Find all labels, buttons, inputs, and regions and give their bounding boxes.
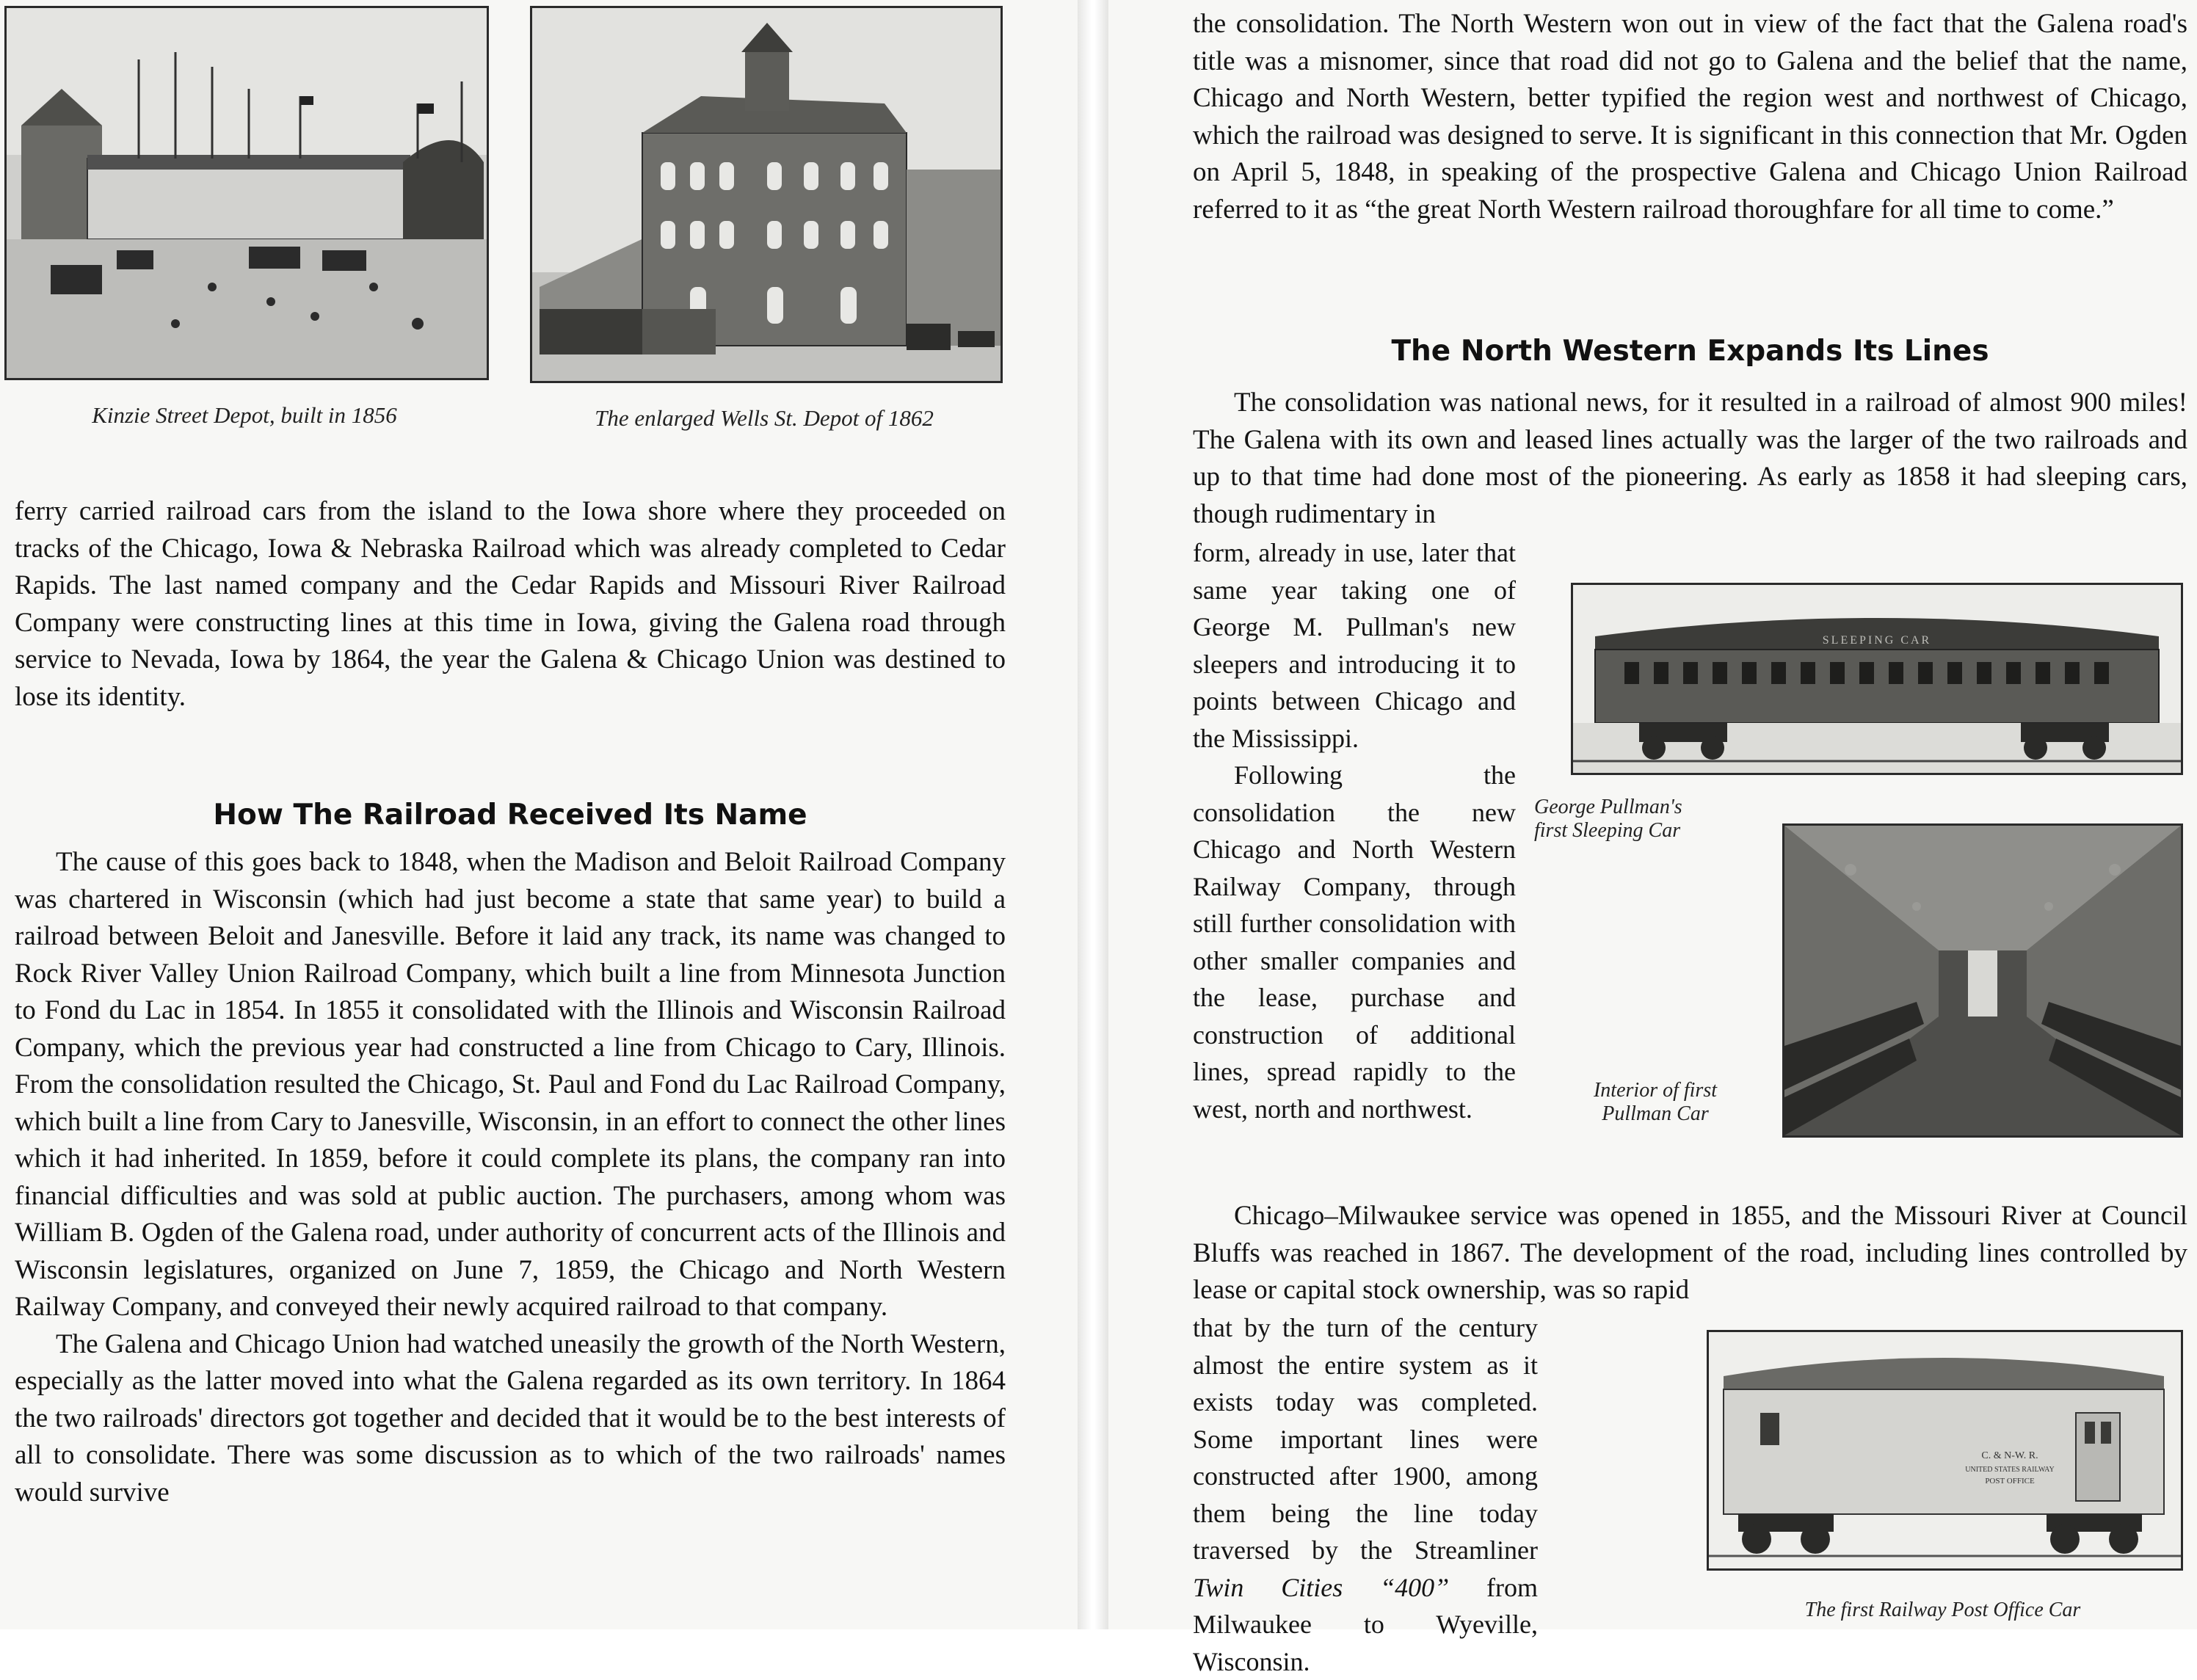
right-paragraph-3-lead — [1193, 1198, 2187, 1309]
left-opening-text: ferry carried railroad cars from the island to the Iowa shore where they proceeded on tracks of the Chicago, Iowa & Nebraska Railroad which was already completed to Cedar Rapids. The last named company and the Cedar Rapids and Missouri River Railroad Company were constructing lines at this time in Iowa, giving the Galena road through service to Nevada, Iowa by 1864, the year the Galena & Chicago Union was destined to lose its identity. — [15, 496, 1006, 712]
post-car-lettering-3: POST OFFICE — [1985, 1477, 2035, 1486]
right-paragraph-3-lead-text: Chicago–Milwaukee service was opened in 1855, and the Missouri River at Council Bluffs was reached in 1867. The development of the road, including lines controlled by lease or capital stock ownership, was so rapid — [1193, 1201, 2187, 1305]
book-gutter — [1078, 0, 1108, 1629]
post-car-lettering-2: UNITED STATES RAILWAY — [1965, 1466, 2055, 1474]
right-paragraph-3-after: from Milwaukee to Wyeville, Wisconsin. — [1193, 1572, 1538, 1676]
sleeping-car-caption: George Pullman's first Sleeping Car — [1534, 796, 1682, 842]
kinzie-depot-photo — [4, 6, 489, 380]
right-paragraph-1-lead-text: The consolidation was national news, for it resulted in a railroad of almost 900 miles! The Galena with its own and leased lines actually was the larger of the two railroads and up to that time had done most of the pioneering. As early as 1858 it had sleeping cars, though rudimentary in — [1193, 388, 2187, 529]
right-opening-text: the consolidation. The North Western won out in view of the fact that the Galena road's title was a misnomer, since that road did not go to Galena and the belief that the name, Chicago and North Western, better typified the region west and northwest of Chicago, which the railroad was designed to serve. It is significant in this connection that Mr. Ogden on April 5, 1848, in speaking of the prospective Galena and Chicago Union Railroad referred to it as “the great North Western railroad thoroughfare for all time to come.” — [1193, 9, 2187, 225]
left-opening-paragraph — [15, 493, 1006, 716]
kinzie-depot-caption: Kinzie Street Depot, built in 1856 — [92, 402, 397, 428]
pullman-interior-photo — [1782, 823, 2183, 1138]
right-narrow-column — [1193, 534, 1516, 1127]
right-page — [1108, 0, 2197, 1676]
right-section-heading: The North Western Expands Its Lines — [1391, 335, 1989, 368]
post-office-car-caption: The first Railway Post Office Car — [1804, 1599, 2081, 1621]
wells-depot-caption: The enlarged Wells St. Depot of 1862 — [595, 405, 934, 431]
left-section-heading: How The Railroad Received Its Name — [213, 799, 807, 832]
right-paragraph-3-before: that by the turn of the century almost the entire system as it exists today was completed. Some important lines were constructed after 1900, among them being the line today traversed by the Streamliner — [1193, 1313, 1538, 1565]
left-body — [15, 844, 1006, 1511]
right-paragraph-1-lead — [1193, 385, 2187, 533]
right-paragraph-1-narrow: form, already in use, later that same year taking one of George M. Pullman's new sleepers and introducing it to points between Chicago and the Mississippi. — [1193, 538, 1516, 753]
left-page — [0, 0, 1078, 1629]
right-paragraph-2: Following the consolidation the new Chicago and North Western Railway Company, through still further consolidation with other smaller companies and the lease, purchase and construction of additional lines, spread rapidly to the west, north and northwest. — [1193, 760, 1516, 1124]
post-office-car-photo — [1707, 1330, 2183, 1571]
left-paragraph-1: The cause of this goes back to 1848, when the Madison and Beloit Railroad Company was chartered in Wisconsin (which had just become a state that same year) to build a railroad between Beloit and Janesville. Before it laid any track, its name was changed to Rock River Valley Union Railroad Company, which built a line from Minnesota Junction to Fond du Lac in 1854. In 1855 it consolidated with the Illinois and Wisconsin Railroad Company, which the previous year had constructed a line from Chicago to Cary, Illinois. From the consolidation resulted the Chicago, St. Paul and Fond du Lac Railroad Company, which built a line from Cary to Janesville, Wisconsin, in an effort to connect the other lines which it had inherited. In 1859, before it could complete its plans, the company ran into financial difficulties and was sold at public auction. The purchasers, among whom was William B. Ogden of the Galena road, under authority of concurrent acts of the Illinois and Wisconsin legislatures, organized on June 7, 1859, the Chicago and North Western Railway Company, and conveyed their newly acquired railroad to that company. — [15, 847, 1006, 1322]
sleeping-car-photo — [1571, 583, 2183, 775]
right-paragraph-3-narrow-text — [1193, 1309, 1538, 1680]
left-paragraph-2: The Galena and Chicago Union had watched uneasily the growth of the North Western, especially as the latter moved into what the Galena regarded as its own territory. In 1864 the two railroads' directors got together and decided that it would be to the best interests of all to consolidate. There was some discussion as to which of the two railroads' names would survive — [15, 1328, 1006, 1508]
wells-depot-photo — [530, 6, 1003, 383]
pullman-interior-caption: Interior of first Pullman Car — [1593, 1079, 1717, 1125]
right-opening-paragraph — [1193, 6, 2187, 228]
post-car-lettering-1: C. & N-W. R. — [1981, 1450, 2038, 1461]
right-paragraph-3-narrow — [1193, 1309, 1538, 1680]
streamliner-name: Twin Cities “400” — [1193, 1572, 1450, 1602]
sleeper-car-lettering: SLEEPING CAR — [1822, 634, 1932, 647]
